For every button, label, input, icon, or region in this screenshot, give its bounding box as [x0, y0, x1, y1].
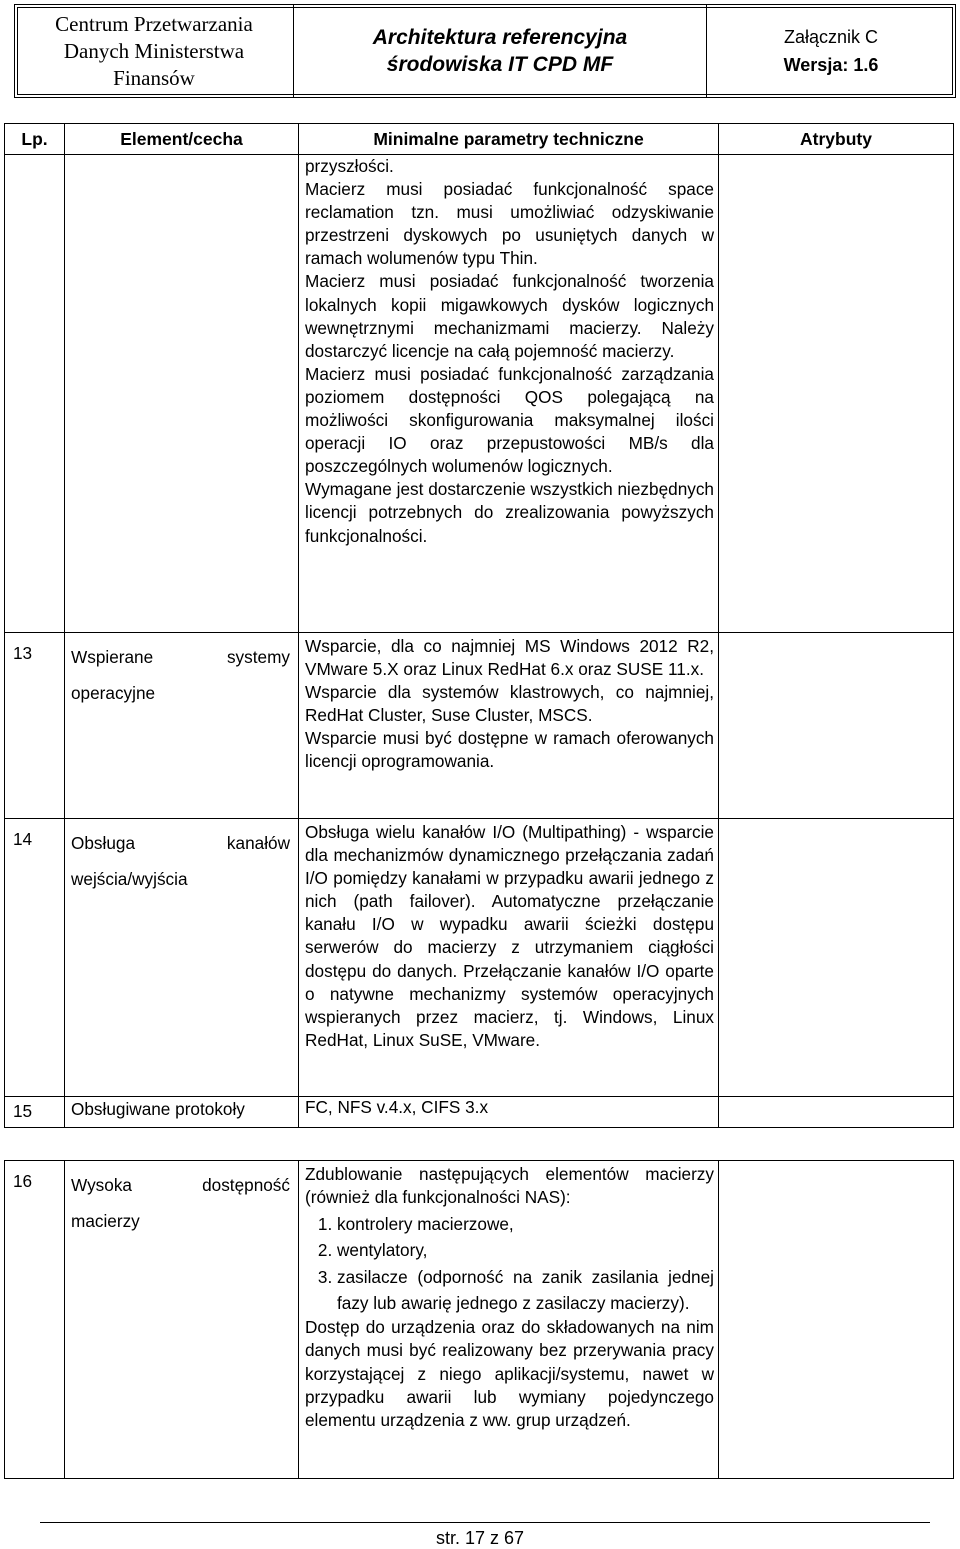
param-paragraph: przyszłości.	[305, 156, 394, 176]
table-row	[5, 633, 954, 819]
document-header	[14, 4, 956, 98]
params-cell	[299, 819, 719, 1097]
param-paragraph: Wsparcie, dla co najmniej MS Windows 2012 R2, VMware 5.X oraz Linux RedHat 6.x oraz SUSE 11.x.	[305, 636, 714, 680]
param-paragraph: Macierz musi posiadać funkcjonalność zarządzania poziomem dostępności QOS polegającą na możliwości skonfigurowania maksymalnej ilości operacji IO oraz przepustowości MB/s dla poszczególnych wolumenów logicznych.	[305, 363, 714, 477]
list-item: 1. kontrolery macierzowe,	[337, 1211, 714, 1237]
document-meta	[707, 5, 955, 97]
element-cell: Obsługiwane protokoły	[65, 1097, 299, 1128]
org-line-1: Centrum Przetwarzania	[55, 11, 253, 36]
title-line-2: środowiska IT CPD MF	[386, 53, 614, 76]
params-cell	[299, 155, 719, 633]
param-paragraph: Zdublowanie następujących elementów macierzy (również dla funkcjonalności NAS):	[305, 1164, 714, 1208]
params-cell	[299, 1161, 719, 1479]
title-line-1: Architektura referencyjna	[372, 26, 628, 49]
param-paragraph: Wsparcie dla systemów klastrowych, co najmniej, RedHat Cluster, Suse Cluster, MSCS.	[305, 682, 714, 726]
param-paragraph: Obsługa wielu kanałów I/O (Multipathing) - wsparcie dla mechanizmów dynamicznego przełączania zadań I/O pomiędzy kanałami w przypadku awarii jednego z nich (path failover). Automatyczne przełączanie kanału I/O w wypadku awarii ścieżki dostępu serwerów do macierzy z utrzymaniem ciągłości dostępu do danych. Przełączanie kanałów I/O oparte o natywne mechanizmy systemów operacyjnych wspieranych przez macierz, tj. Windows, Linux RedHat, Linux SuSE, VMware.	[305, 822, 714, 1050]
attrs-cell	[719, 1161, 954, 1479]
element-cell	[65, 633, 299, 819]
page-number: str. 17 z 67	[435, 1528, 525, 1548]
org-line-2: Danych Ministerstwa	[63, 38, 245, 63]
element-line: Obsługa kanałów	[71, 833, 290, 853]
table-gap-row	[5, 1128, 954, 1161]
element-line: Wspierane systemy	[71, 647, 290, 667]
list-item: 2. wentylatory,	[337, 1237, 714, 1263]
requirements-list	[305, 1211, 714, 1316]
footer-divider	[40, 1522, 930, 1523]
param-paragraph: Macierz musi posiadać funkcjonalność tworzenia lokalnych kopii migawkowych dysków logicznych wewnętrznymi mechanizmami macierzy. Należy dostarczyć licencje na całą pojemność macierzy.	[305, 271, 714, 361]
requirements-table	[4, 123, 954, 1479]
element-line: macierzy	[71, 1211, 140, 1231]
org-line-3: Finansów	[113, 65, 195, 90]
element-line: Wysoka dostępność	[71, 1175, 290, 1195]
element-cell	[65, 819, 299, 1097]
attachment-label: Załącznik C	[783, 27, 879, 47]
attrs-cell	[719, 155, 954, 633]
params-cell	[299, 633, 719, 819]
organization-name	[15, 5, 294, 97]
lp-cell: 14	[5, 819, 65, 1097]
element-cell	[65, 155, 299, 633]
table-row	[5, 155, 954, 633]
lp-cell: 13	[5, 633, 65, 819]
document-title	[294, 5, 707, 97]
lp-cell: 15	[5, 1097, 65, 1128]
header-attrs: Atrybuty	[719, 124, 954, 155]
param-paragraph: Wsparcie musi być dostępne w ramach oferowanych licencji oprogramowania.	[305, 728, 714, 772]
table-header-row	[5, 124, 954, 155]
lp-cell: 16	[5, 1161, 65, 1479]
params-cell: FC, NFS v.4.x, CIFS 3.x	[299, 1097, 719, 1128]
element-line: operacyjne	[71, 683, 156, 703]
version-label: Wersja: 1.6	[783, 55, 879, 75]
element-cell	[65, 1161, 299, 1479]
element-line: wejścia/wyjścia	[71, 869, 188, 889]
attrs-cell	[719, 633, 954, 819]
header-lp: Lp.	[5, 124, 65, 155]
lp-cell	[5, 155, 65, 633]
param-paragraph: Macierz musi posiadać funkcjonalność space reclamation tzn. musi umożliwiać odzyskiwanie przestrzeni dyskowych po usuniętych danych w ramach wolumenów typu Thin.	[305, 179, 714, 269]
attrs-cell	[719, 1097, 954, 1128]
list-item: 3. zasilacze (odporność na zanik zasilania jednej fazy lub awarię jednego z zasilaczy macierzy).	[337, 1264, 714, 1317]
header-element: Element/cecha	[65, 124, 299, 155]
gap-cell	[5, 1128, 954, 1161]
param-paragraph: Dostęp do urządzenia oraz do składowanych na nim danych musi być realizowany bez przerywania pracy korzystającej z niego aplikacji/systemu, nawet w przypadku awarii lub wymiany pojedynczego elementu urządzenia z ww. grup urządzeń.	[305, 1317, 714, 1430]
attrs-cell	[719, 819, 954, 1097]
table-row	[5, 1097, 954, 1128]
param-paragraph: Wymagane jest dostarczenie wszystkich niezbędnych licencji potrzebnych do zrealizowania powyższych funkcjonalności.	[305, 479, 714, 546]
table-row	[5, 1161, 954, 1479]
table-row	[5, 819, 954, 1097]
header-params: Minimalne parametry techniczne	[299, 124, 719, 155]
